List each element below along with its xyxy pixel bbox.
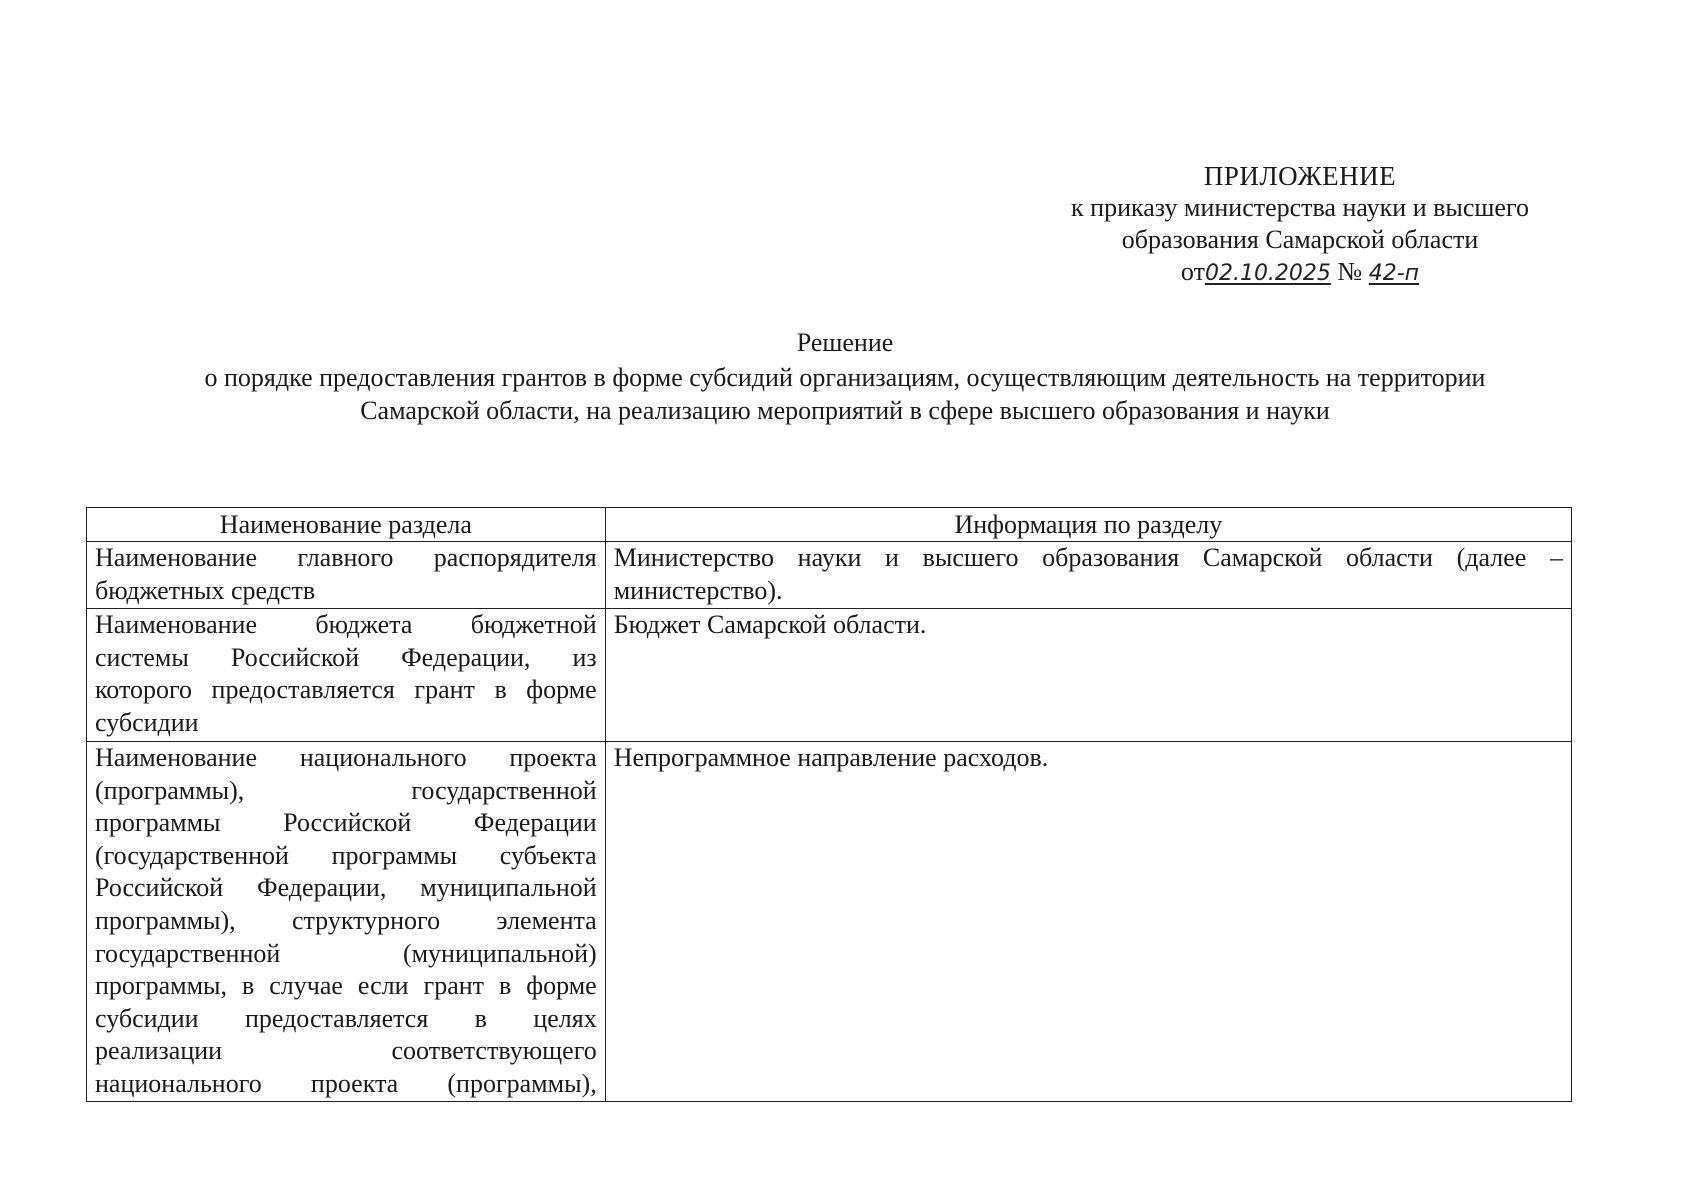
section-name-line: программы Российской Федерации [95,808,597,838]
section-name-line: которого предоставляется грант в форме [95,675,597,705]
section-name-line: реализации соответствующего [95,1036,597,1066]
section-name-line: Наименование национального проекта [95,743,597,772]
section-name-line: национального проекта (программы), [95,1068,597,1098]
appendix-line-2: образования Самарской области [1121,225,1479,254]
section-info-cell: Министерство науки и высшего образования Самарской области (далее – министерство). [605,542,1571,609]
appendix-line-1: к приказу министерства науки и высшего [1071,193,1529,222]
table-header-row [87,508,1572,542]
table-row [87,542,1572,609]
section-name-line: Наименование бюджета бюджетной [95,610,597,639]
section-name-cell [87,609,606,742]
handwritten-date: 02.10.2025 [1204,261,1331,286]
section-name-line: субсидии [95,707,199,737]
section-name-line: программы), структурного элемента [95,905,597,935]
section-name-line: (программы), государственной [95,775,597,805]
header-section-name: Наименование раздела [87,508,606,542]
decision-subtitle-line-1: о порядке предоставления грантов в форме субсидий организациям, осуществляющим деятельность на территории [204,363,1486,392]
section-name-line: программы, в случае если грант в форме [95,971,597,1001]
section-info-cell: Непрограммное направление расходов. [605,742,1571,1102]
decision-table [86,507,1572,1102]
decision-heading: Решение [796,328,894,357]
table-row [87,609,1572,742]
section-name-line: системы Российской Федерации, из [95,642,597,672]
header-section-info: Информация по разделу [605,508,1571,542]
section-name-cell [87,542,606,609]
section-info-cell: Бюджет Самарской области. [605,609,1571,742]
appendix-date-line [1181,256,1419,290]
decision-subtitle-line-2: Самарской области, на реализацию мероприятий в сфере высшего образования и науки [360,396,1330,425]
section-name-line: (государственной программы субъекта [95,840,597,870]
table-row [87,742,1572,1102]
date-prefix: от [1180,257,1205,286]
section-name-line: субсидии предоставляется в целях [95,1003,597,1033]
section-name-line: Наименование главного распорядителя [95,543,597,572]
section-name-cell [87,742,606,1102]
section-name-line: бюджетных средств [95,575,316,605]
section-name-line: Российской Федерации, муниципальной [95,873,597,903]
number-sign: № [1337,257,1363,286]
handwritten-number: 42-п [1368,261,1420,286]
decision-title-block [100,326,1590,427]
appendix-title: ПРИЛОЖЕНИЕ [1203,161,1397,191]
appendix-block [1020,160,1580,290]
section-name-line: государственной (муниципальной) [95,938,597,968]
